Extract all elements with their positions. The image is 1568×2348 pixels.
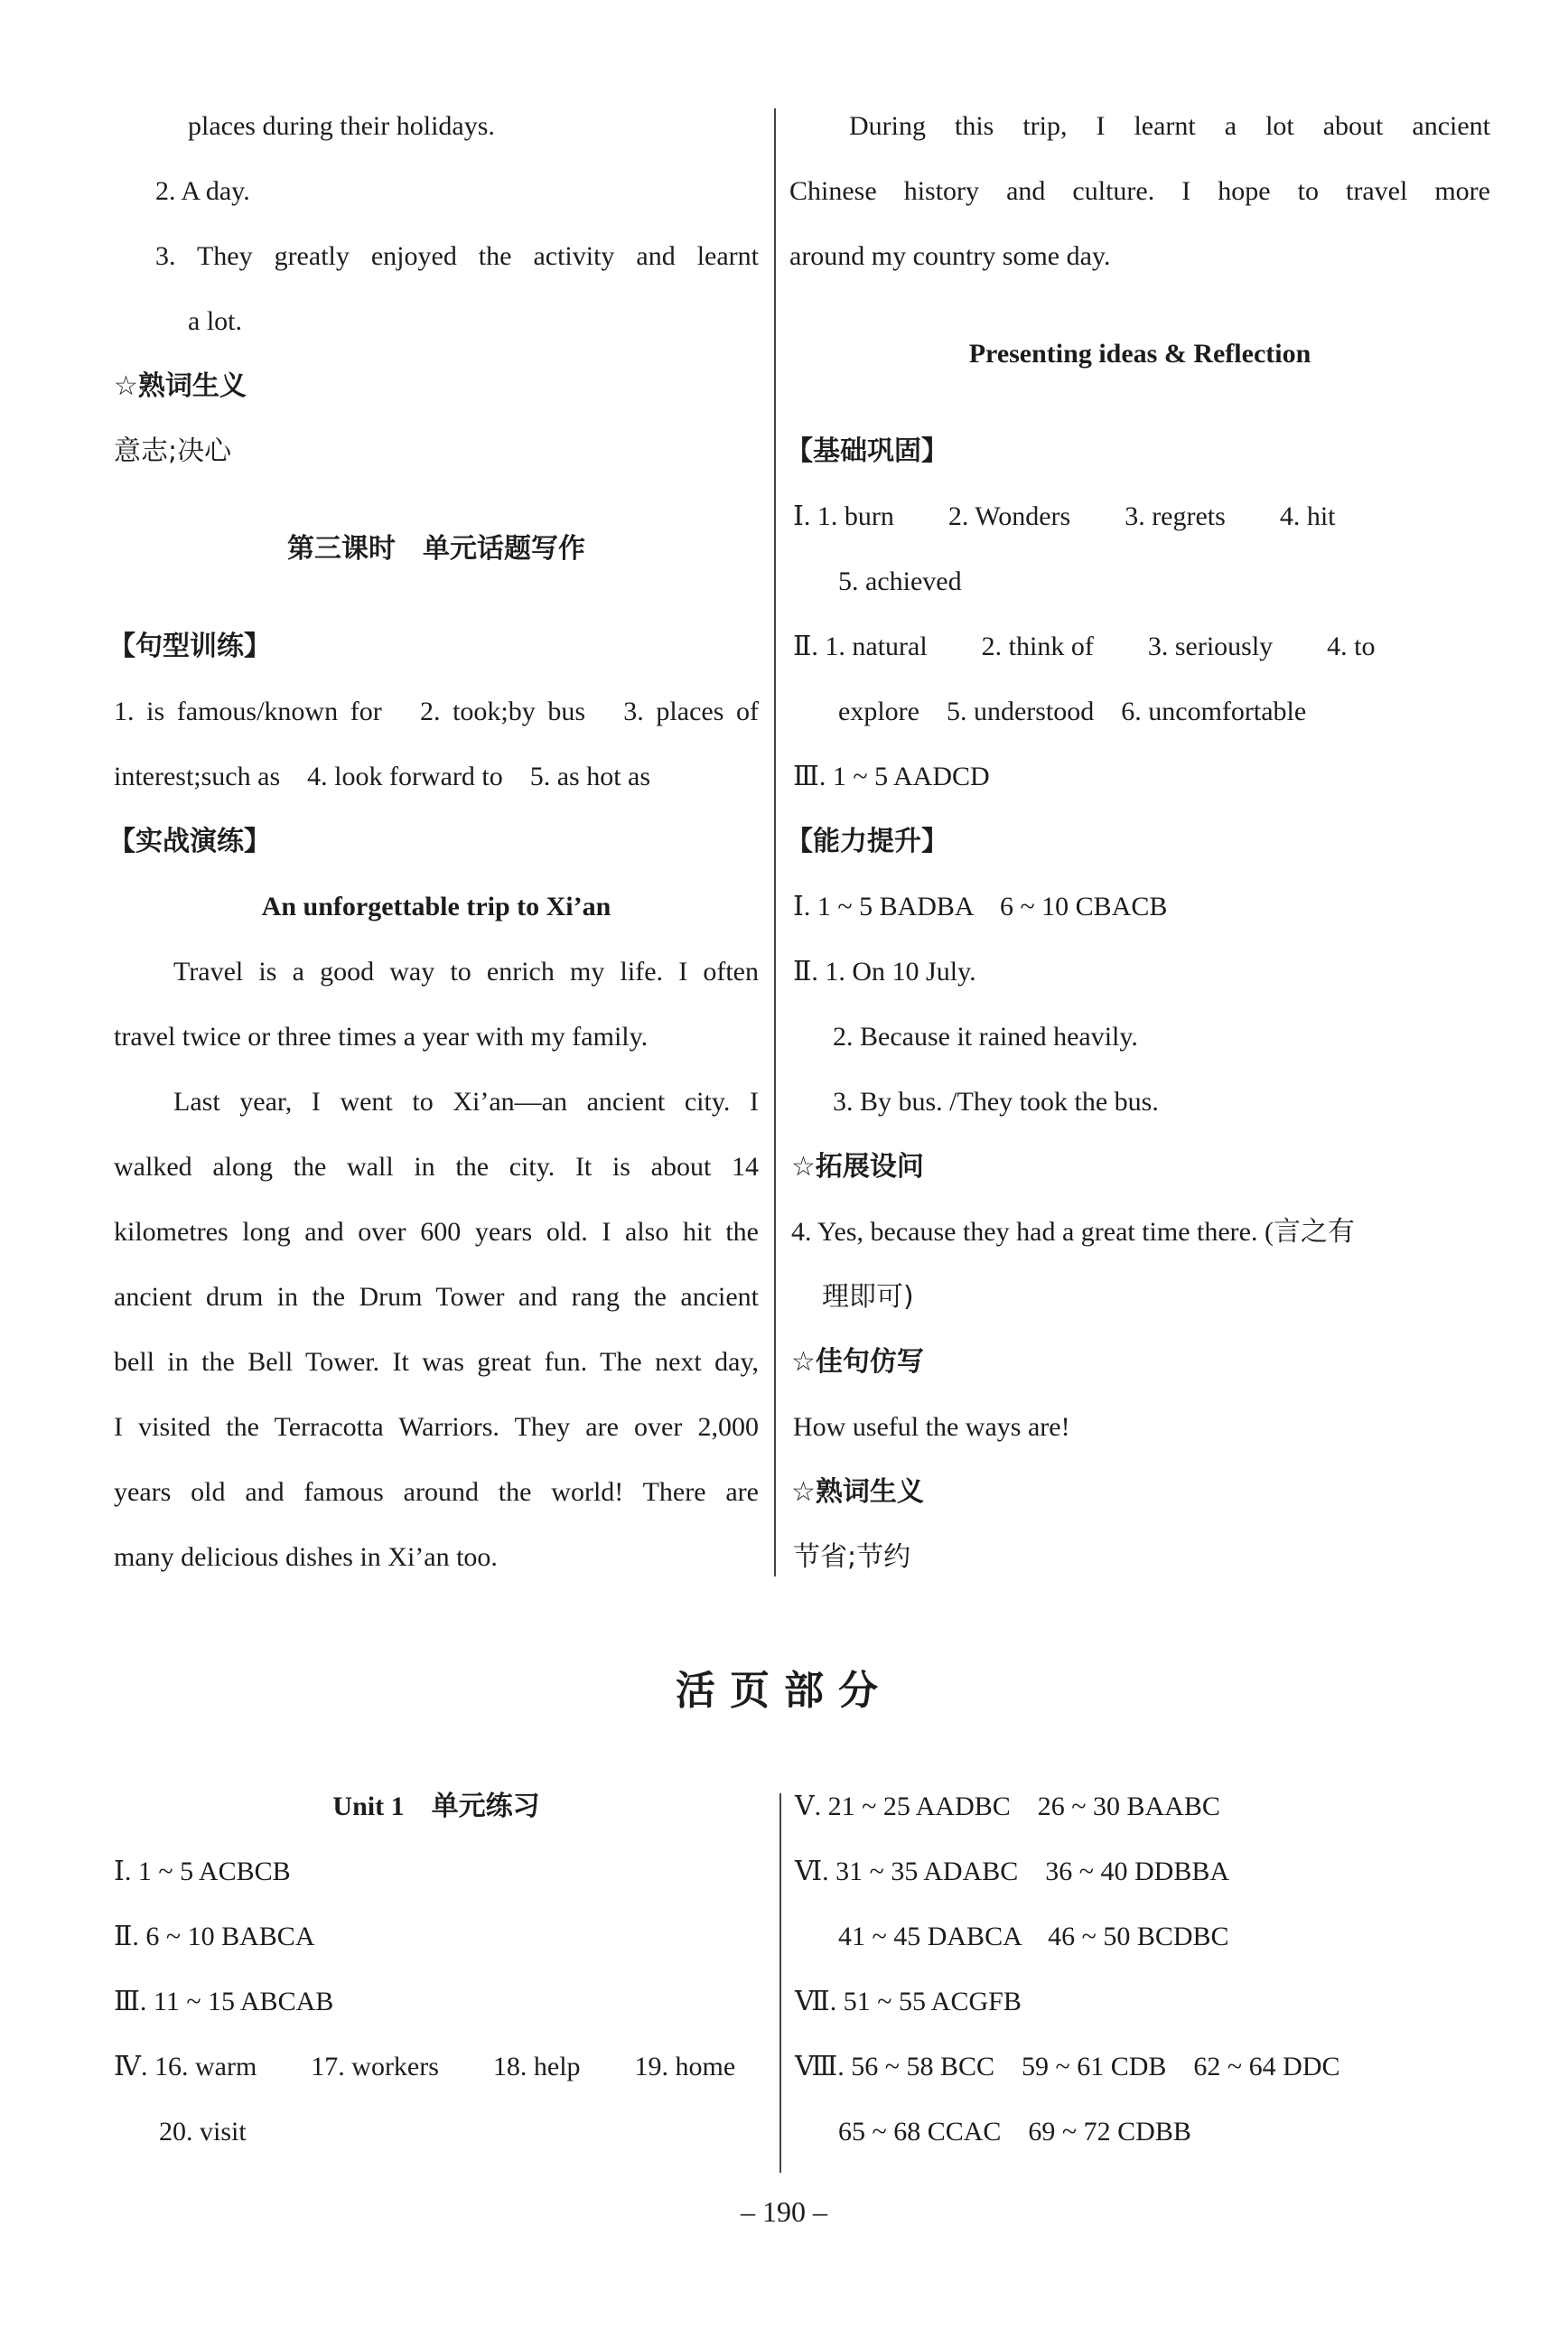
answer-line: 20. visit bbox=[159, 2117, 247, 2147]
answer-line: 3. By bus. /They took the bus. bbox=[833, 1087, 1159, 1117]
essay-line: Chinese history and culture. I hope to travel more bbox=[789, 176, 1490, 206]
section-heading: ☆熟词生义 bbox=[114, 370, 247, 402]
essay-line: Travel is a good way to enrich my life. I often bbox=[173, 957, 759, 987]
essay-line: Last year, I went to Xi’an—an ancient city. I bbox=[173, 1087, 759, 1117]
answer-line: a lot. bbox=[188, 306, 242, 336]
answer-line: 2. Because it rained heavily. bbox=[833, 1022, 1138, 1052]
answer-line: Ⅵ. 31 ~ 35 ADABC 36 ~ 40 DDBBA bbox=[795, 1857, 1230, 1886]
essay-line: walked along the wall in the city. It is about 14 bbox=[114, 1152, 759, 1182]
top-right-column bbox=[777, 0, 1568, 1590]
answer-line: How useful the ways are! bbox=[793, 1412, 1070, 1442]
bottom-right-column bbox=[777, 1771, 1568, 2177]
essay-line: travel twice or three times a year with my family. bbox=[114, 1022, 649, 1052]
answer-line: explore 5. understood 6. uncomfortable bbox=[838, 697, 1307, 726]
page-number: – 190 – bbox=[741, 2195, 827, 2228]
essay-line: ancient drum in the Drum Tower and rang the ancient bbox=[114, 1282, 759, 1312]
section-heading: ☆熟词生义 bbox=[791, 1476, 924, 1508]
answer-line: Ⅱ. 1. natural 2. think of 3. seriously 4. to bbox=[793, 631, 1376, 661]
answer-line: 65 ~ 68 CCAC 69 ~ 72 CDBB bbox=[838, 2117, 1191, 2147]
answer-line: 2. A day. bbox=[155, 176, 250, 206]
bottom-left-column bbox=[0, 1771, 777, 2177]
section-banner: 活页部分 bbox=[676, 1668, 892, 1714]
essay-line: During this trip, I learnt a lot about ancient bbox=[849, 111, 1490, 141]
section-heading: 【基础巩固】 bbox=[786, 435, 948, 467]
section-title: Presenting ideas & Reflection bbox=[968, 339, 1311, 369]
answer-line: Ⅴ. 21 ~ 25 AADBC 26 ~ 30 BAABC bbox=[795, 1791, 1220, 1821]
section-heading: 【能力提升】 bbox=[786, 826, 948, 857]
answer-line: Ⅳ. 16. warm 17. workers 18. help 19. home bbox=[114, 2052, 736, 2081]
answer-line: Ⅲ. 1 ~ 5 AADCD bbox=[793, 762, 990, 791]
unit-title: Unit 1 单元练习 bbox=[332, 1791, 540, 1821]
answer-line: Ⅰ. 1 ~ 5 ACBCB bbox=[114, 1857, 291, 1886]
answer-line: 5. achieved bbox=[838, 566, 962, 596]
answer-line: 3. They greatly enjoyed the activity and learnt bbox=[155, 241, 759, 271]
answer-line: 意志;决心 bbox=[114, 435, 232, 467]
answer-line: 1. is famous/known for 2. took;by bus 3. places of bbox=[114, 697, 759, 726]
essay-line: years old and famous around the world! There are bbox=[114, 1477, 759, 1507]
answer-line: Ⅷ. 56 ~ 58 BCC 59 ~ 61 CDB 62 ~ 64 DDC bbox=[795, 2052, 1340, 2081]
answer-line: Ⅰ. 1. burn 2. Wonders 3. regrets 4. hit bbox=[793, 501, 1336, 531]
answer-line: places during their holidays. bbox=[188, 111, 495, 141]
answer-line: Ⅱ. 1. On 10 July. bbox=[793, 957, 976, 987]
section-heading: 【句型训练】 bbox=[108, 631, 271, 662]
section-heading: ☆佳句仿写 bbox=[791, 1346, 924, 1378]
section-heading: 【实战演练】 bbox=[108, 826, 271, 857]
essay-line: around my country some day. bbox=[789, 241, 1111, 271]
answer-line: Ⅶ. 51 ~ 55 ACGFB bbox=[795, 1987, 1022, 2016]
essay-title: An unforgettable trip to Xi’an bbox=[261, 892, 611, 921]
answer-line: Ⅱ. 6 ~ 10 BABCA bbox=[114, 1922, 315, 1951]
essay-line: I visited the Terracotta Warriors. They are over 2,000 bbox=[114, 1412, 759, 1442]
essay-line: kilometres long and over 600 years old. I also hit the bbox=[114, 1217, 759, 1247]
lesson-title: 第三课时 单元话题写作 bbox=[287, 533, 585, 565]
top-left-column bbox=[0, 0, 777, 1590]
answer-line: 4. Yes, because they had a great time there. (言之有 bbox=[791, 1217, 1355, 1247]
answer-line: 理即可) bbox=[822, 1281, 914, 1313]
essay-line: bell in the Bell Tower. It was great fun. The next day, bbox=[114, 1347, 759, 1377]
section-heading: ☆拓展设问 bbox=[791, 1151, 924, 1183]
answer-line: interest;such as 4. look forward to 5. as hot as bbox=[114, 762, 651, 791]
essay-line: many delicious dishes in Xi’an too. bbox=[114, 1542, 498, 1572]
answer-line: 节省;节约 bbox=[793, 1541, 911, 1573]
answer-line: Ⅲ. 11 ~ 15 ABCAB bbox=[114, 1987, 334, 2016]
answer-line: Ⅰ. 1 ~ 5 BADBA 6 ~ 10 CBACB bbox=[793, 892, 1168, 921]
answer-line: 41 ~ 45 DABCA 46 ~ 50 BCDBC bbox=[838, 1922, 1229, 1951]
